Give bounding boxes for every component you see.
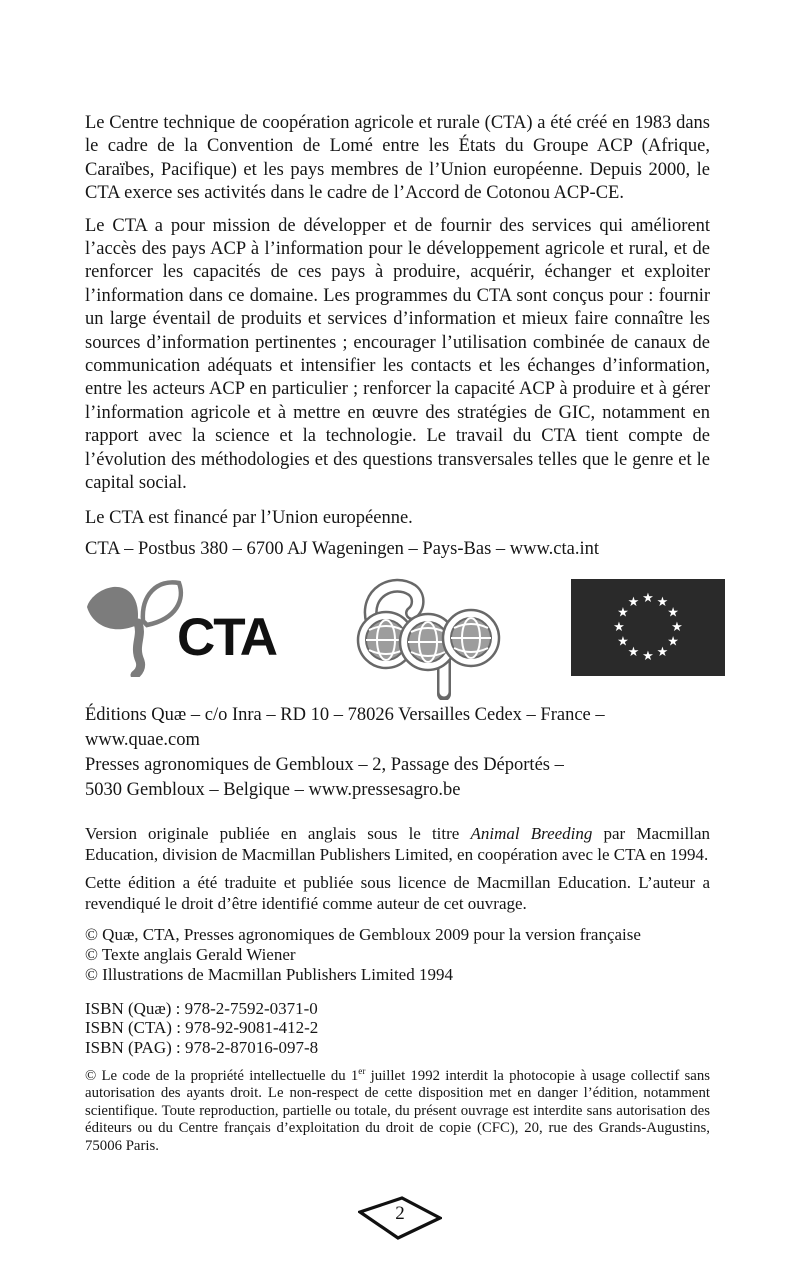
svg-text:★: ★ (656, 645, 669, 661)
page-number-container (0, 1196, 800, 1244)
isbn-line: ISBN (Quæ) : 978-2-7592-0371-0 (85, 998, 318, 1018)
svg-text:★: ★ (656, 595, 669, 611)
copyright-line: © Texte anglais Gerald Wiener (85, 944, 296, 964)
isbn-line: ISBN (PAG) : 978-2-87016-097-8 (85, 1037, 319, 1057)
svg-text:★: ★ (671, 620, 683, 636)
svg-text:★: ★ (642, 649, 654, 665)
legal-notice (85, 1065, 710, 1156)
eu-stars-icon (571, 579, 725, 676)
copyright-line: © Illustrations de Macmillan Publishers Limited 1994 (85, 964, 453, 984)
publisher-quae-url: www.quae.com (85, 730, 200, 751)
copyright-block (85, 925, 710, 985)
publisher-pag-line1: Presses agronomiques de Gembloux – 2, Passage des Déportés – (85, 755, 564, 776)
acp-logo (356, 578, 501, 700)
cta-logo (85, 577, 285, 677)
cta-funding-line: Le CTA est financé par l’Union européenne. (85, 507, 413, 528)
cta-address-line: CTA – Postbus 380 – 6700 AJ Wageningen – Pays-Bas – www.cta.int (85, 538, 599, 559)
copyright-line: © Quæ, CTA, Presses agronomiques de Gembloux 2009 pour la version française (85, 924, 641, 944)
svg-text:★: ★ (627, 645, 640, 661)
original-edition-post: par Macmillan Education, division de Macmillan Publishers Limited, en coopération avec le CTA en 1994. (85, 824, 710, 864)
original-edition-paragraph (85, 824, 710, 865)
svg-text:★: ★ (642, 591, 654, 607)
page-number: 2 (395, 1203, 405, 1224)
cta-mission-paragraph: Le CTA a pour mission de développer et de fournir des services qui améliorent l’accès des pays ACP à l’information pour le développement agricole et rural, et de renforcer les capacités de ces pays à produire, acquérir, échanger et exploiter l’information dans ce domaine. Les programmes du CTA sont conçus pour : fournir un large éventail de produits et services d’information et mieux faire connaître les sources d’information pertinentes ; encourager l’utilisation combinée de canaux de communication adéquats et intensifier les contacts et les échanges d’information, entre les acteurs ACP en particulier ; renforcer la capacité ACP à produire et à gérer l’information agricole et à mettre en œuvre des stratégies de GIC, notamment en rapport avec la science et la technologie. Le travail du CTA tient compte de l’évolution des méthodologies et des questions transversales telles que le genre et le capital social. (85, 215, 710, 494)
svg-text:★: ★ (617, 605, 629, 621)
legal-pre: © Le code de la propriété intellectuelle du 1 (85, 1067, 359, 1084)
logos-row (85, 577, 725, 697)
publisher-pag-line2: 5030 Gembloux – Belgique – www.pressesagro.be (85, 780, 461, 801)
license-paragraph: Cette édition a été traduite et publiée sous licence de Macmillan Education. L’auteur a revendiqué le droit d’être identifié comme auteur de cet ouvrage. (85, 873, 710, 913)
legal-ordinal-sup: er (358, 1065, 366, 1076)
svg-text:★: ★ (617, 634, 629, 650)
svg-text:★: ★ (667, 634, 679, 650)
svg-text:★: ★ (667, 605, 679, 621)
svg-text:★: ★ (613, 620, 625, 636)
cta-logo-wordmark: CTA (177, 608, 276, 668)
original-title: Animal Breeding (470, 824, 593, 844)
isbn-line: ISBN (CTA) : 978-92-9081-412-2 (85, 1018, 319, 1038)
original-edition-pre: Version originale publiée en anglais sous le titre (85, 824, 471, 844)
cta-history-paragraph: Le Centre technique de coopération agricole et rurale (CTA) a été créé en 1983 dans le cadre de la Convention de Lomé entre les États du Groupe ACP (Afrique, Caraïbes, Pacifique) et les pays membres de l’Union européenne. Depuis 2000, le CTA exerce ses activités dans le cadre de l’Accord de Cotonou ACP-CE. (85, 113, 710, 204)
legal-post: juillet 1992 interdit la photocopie à usage collectif sans autorisation des ayants droit. Le non-respect de cette disposition met en danger l’édition, notamment scientifique. Toute reproduction, partielle ou totale, du présent ouvrage est interdite sans autorisation des éditeurs ou du Centre français d’exploitation du droit de copie (CFC), 20, rue des Grands-Augustins, 75006 Paris. (85, 1067, 710, 1154)
svg-text:★: ★ (627, 595, 640, 611)
publishers-block (85, 703, 710, 803)
eu-flag-logo (571, 579, 725, 676)
publisher-quae-line1: Éditions Quæ – c/o Inra – RD 10 – 78026 Versailles Cedex – France – (85, 705, 605, 726)
isbn-block (85, 999, 710, 1057)
acp-globes-icon (356, 578, 501, 700)
edition-block (85, 824, 710, 914)
